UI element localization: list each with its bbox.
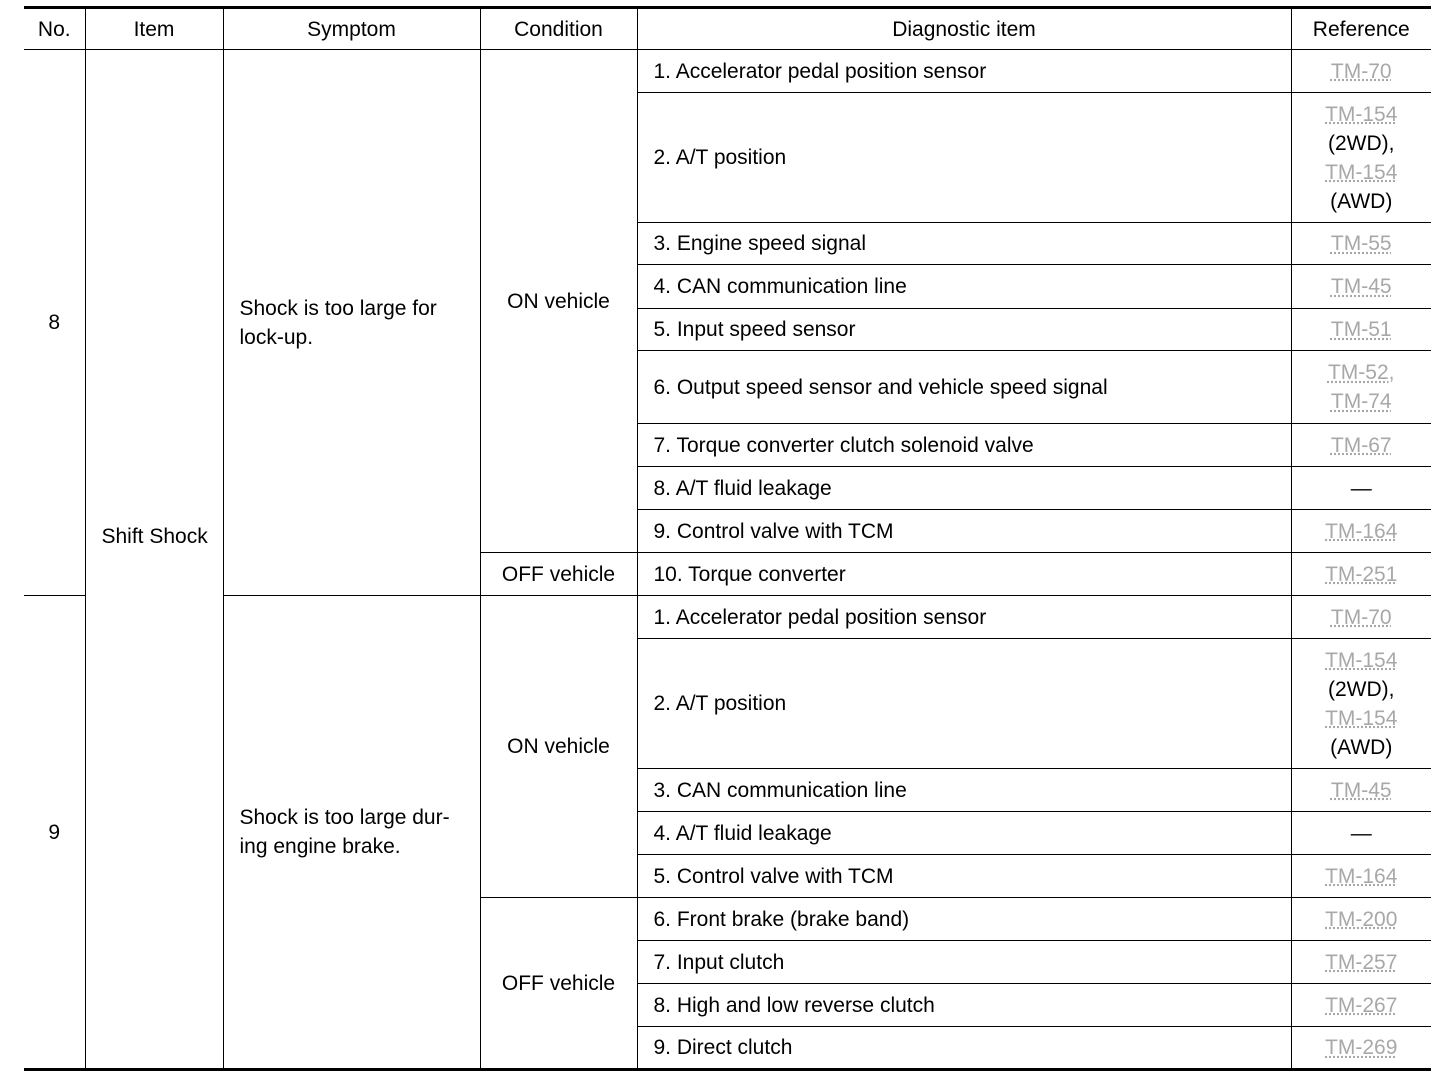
reference-cell [1291, 553, 1431, 596]
reference-link[interactable]: TM-74 [1330, 390, 1392, 413]
header-item: Item [85, 8, 223, 50]
row-number: 9 [24, 596, 85, 1070]
table-row [24, 50, 1431, 93]
table-row [24, 596, 1431, 639]
reference-cell [1291, 351, 1431, 424]
reference-cell [1291, 812, 1431, 855]
diagnostic-item: 9. Control valve with TCM [637, 510, 1291, 553]
reference-cell [1291, 941, 1431, 984]
header-reference: Reference [1291, 8, 1431, 50]
diagnosis-table [24, 6, 1431, 1071]
condition-cell: OFF vehicle [480, 553, 637, 596]
reference-cell [1291, 639, 1431, 769]
reference-link[interactable]: TM-52, [1327, 361, 1395, 384]
reference-note: (2WD), [1328, 677, 1395, 701]
reference-link[interactable]: TM-51 [1330, 318, 1392, 341]
item-label: Shift Shock [101, 525, 208, 548]
reference-link[interactable]: TM-269 [1325, 1036, 1398, 1059]
reference-cell [1291, 50, 1431, 93]
diagnostic-item: 6. Front brake (brake band) [637, 898, 1291, 941]
reference-note: (2WD), [1328, 131, 1395, 155]
reference-cell [1291, 93, 1431, 223]
reference-note: (AWD) [1330, 735, 1393, 759]
diagnostic-item: 6. Output speed sensor and vehicle speed signal [637, 351, 1291, 424]
reference-cell [1291, 223, 1431, 265]
header-no: No. [24, 8, 85, 50]
diagnostic-item: 3. Engine speed signal [637, 223, 1291, 265]
reference-cell [1291, 984, 1431, 1027]
reference-cell [1291, 424, 1431, 467]
symptom-cell: Shock is too large for lock-up. [223, 50, 480, 596]
diagnostic-item: 7. Torque converter clutch solenoid valve [637, 424, 1291, 467]
reference-cell [1291, 855, 1431, 898]
reference-dash: — [1350, 821, 1372, 845]
reference-note: (AWD) [1330, 189, 1393, 213]
diagnostic-item: 10. Torque converter [637, 553, 1291, 596]
diagnostic-item: 3. CAN communication line [637, 769, 1291, 812]
reference-link[interactable]: TM-200 [1325, 907, 1398, 931]
reference-link[interactable]: TM-67 [1330, 433, 1392, 457]
diagnostic-item: 1. Accelerator pedal position sensor [637, 50, 1291, 93]
reference-link[interactable]: TM-70 [1330, 605, 1392, 629]
reference-link[interactable]: TM-267 [1325, 993, 1398, 1017]
reference-link[interactable]: TM-45 [1330, 778, 1392, 802]
reference-link[interactable]: TM-257 [1325, 950, 1398, 974]
condition-cell: ON vehicle [480, 50, 637, 553]
reference-cell [1291, 898, 1431, 941]
item-cell [85, 50, 223, 1070]
diagnostic-item: 9. Direct clutch [637, 1027, 1291, 1070]
reference-link[interactable]: TM-45 [1330, 275, 1392, 298]
symptom-cell: Shock is too large dur-ing engine brake. [223, 596, 480, 1070]
diagnostic-item: 4. A/T fluid leakage [637, 812, 1291, 855]
diagnostic-item: 5. Input speed sensor [637, 309, 1291, 351]
diagnostic-item: 4. CAN communication line [637, 265, 1291, 309]
diagnostic-item: 8. High and low reverse clutch [637, 984, 1291, 1027]
reference-cell [1291, 769, 1431, 812]
reference-link[interactable]: TM-70 [1330, 59, 1392, 83]
diagnostic-item: 5. Control valve with TCM [637, 855, 1291, 898]
reference-link[interactable]: TM-164 [1325, 864, 1398, 888]
reference-dash: — [1350, 476, 1372, 500]
reference-cell [1291, 510, 1431, 553]
diagnostic-item: 2. A/T position [637, 93, 1291, 223]
diagnostic-item: 8. A/T fluid leakage [637, 467, 1291, 510]
header-condition: Condition [480, 8, 637, 50]
diagnostic-item: 2. A/T position [637, 639, 1291, 769]
reference-link[interactable]: TM-164 [1325, 519, 1398, 543]
reference-cell [1291, 596, 1431, 639]
reference-link[interactable]: TM-154 [1325, 706, 1398, 730]
diagnostic-item: 1. Accelerator pedal position sensor [637, 596, 1291, 639]
reference-link[interactable]: TM-154 [1325, 648, 1398, 672]
header-row [24, 8, 1431, 50]
header-diagnostic-item: Diagnostic item [637, 8, 1291, 50]
reference-cell [1291, 1027, 1431, 1070]
reference-link[interactable]: TM-154 [1325, 160, 1398, 184]
row-number: 8 [24, 50, 85, 596]
reference-cell [1291, 309, 1431, 351]
reference-cell [1291, 467, 1431, 510]
condition-cell: ON vehicle [480, 596, 637, 898]
header-symptom: Symptom [223, 8, 480, 50]
diagnostic-item: 7. Input clutch [637, 941, 1291, 984]
reference-link[interactable]: TM-55 [1330, 232, 1392, 255]
reference-cell [1291, 265, 1431, 309]
condition-cell: OFF vehicle [480, 898, 637, 1070]
reference-link[interactable]: TM-251 [1325, 562, 1398, 586]
reference-link[interactable]: TM-154 [1325, 102, 1398, 126]
